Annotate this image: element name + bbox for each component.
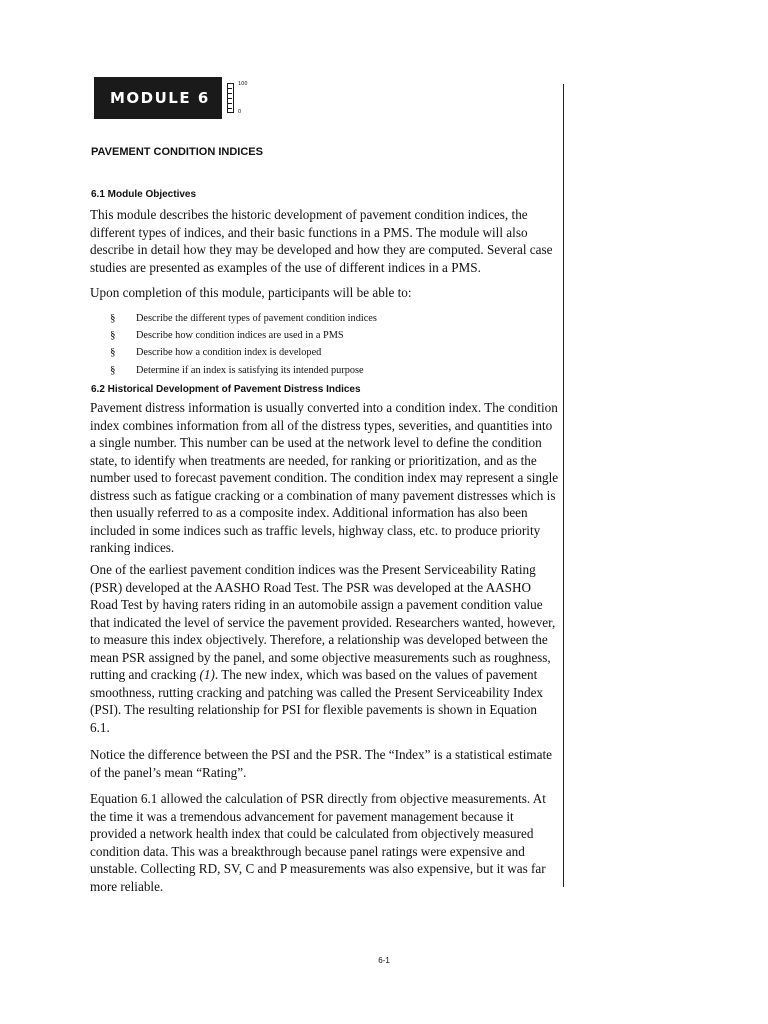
gauge-bar <box>227 83 234 113</box>
module-banner <box>94 77 256 119</box>
gauge-tick <box>228 98 232 99</box>
list-item <box>110 344 377 361</box>
gauge-top-label: 100 <box>238 81 248 87</box>
list-item-text: Describe how a condition index is developed <box>136 347 322 359</box>
bullet-symbol: § <box>110 329 116 342</box>
history-paragraph-1: Pavement distress information is usually converted into a condition index. The condition index combines information from all of the distress types, severities, and quantities into a single number. This number can be used at the network level to define the condition state, to identify when treatments are needed, for ranking or prioritization, and as the number used to forecast pavement condition. The condition index may represent a single distress such as fatigue cracking or a combination of many pavement distresses which is then usually referred to as a composite index. Additional information has also been included in some indices such as traffic levels, highway class, etc. to produce priority ranking indices. <box>90 400 559 555</box>
paragraph-text: One of the earliest pavement condition indices was the Present Serviceability Rating (PSR) developed at the AASHO Road Test. The PSR was developed at the AASHO Road Test by having raters riding in an automobile assign a pavement condition value that indicated the level of service the pavement provided. Researchers wanted, however, to measure this index objectively. Therefore, a relationship was developed between the mean PSR assigned by the panel, and some objective measurements such as roughness, rutting and cracking <box>90 562 556 682</box>
bullet-symbol: § <box>110 363 116 376</box>
module-label: MODULE 6 <box>110 89 210 107</box>
history-paragraph-3: Notice the difference between the PSI and the PSR. The “Index” is a statistical estimate of the panel’s mean “Rating”. <box>90 747 553 780</box>
gauge-bottom-label: 0 <box>238 109 242 115</box>
citation-ref: (1) <box>199 667 215 682</box>
history-paragraph-4: Equation 6.1 allowed the calculation of PSR directly from objective measurements. At the time it was a tremendous advancement for pavement management because it provided a network health index that could be calculated from objectively measured condition data. This was a breakthrough because panel ratings were expensive and unstable. Collecting RD, SV, C and P measurements was also expensive, but it was far more reliable. <box>90 791 546 894</box>
page-number: 6-1 <box>378 956 390 965</box>
bullet-symbol: § <box>110 312 116 324</box>
list-item <box>110 310 377 327</box>
list-item-text: Describe the different types of pavement condition indices <box>136 313 377 324</box>
completion-intro: Upon completion of this module, participants will be able to: <box>90 285 412 300</box>
gauge-tick <box>228 103 232 104</box>
list-item-text: Describe how condition indices are used in a PMS <box>136 330 344 342</box>
list-item <box>110 327 377 344</box>
objectives-list <box>110 310 377 379</box>
gauge-tick <box>228 88 232 89</box>
margin-rule <box>563 84 564 887</box>
list-item-text: Determine if an index is satisfying its intended purpose <box>136 364 364 376</box>
objectives-paragraph: This module describes the historic development of pavement condition indices, the different types of indices, and their basic functions in a PMS. The module will also describe in detail how they may be developed and how they are computed. Several case studies are presented as examples of the use of different indices in a PMS. <box>90 207 553 275</box>
bullet-symbol: § <box>110 346 116 359</box>
section-heading-objectives: 6.1 Module Objectives <box>91 189 197 200</box>
module-title: PAVEMENT CONDITION INDICES <box>91 146 263 158</box>
list-item <box>110 362 377 379</box>
gauge-tick <box>228 93 232 94</box>
gauge-tick <box>228 108 232 109</box>
paragraph-text: . The new index, which was based on the values of pavement smoothness, rutting cracking and patching was called the Present Serviceability Index (PSI). The resulting relationship for PSI for flexible pavements is shown in Equation 6.1. <box>90 667 544 735</box>
section-heading-history: 6.2 Historical Development of Pavement Distress Indices <box>91 384 361 395</box>
history-paragraph-2 <box>90 561 560 736</box>
gauge-icon <box>222 77 256 119</box>
